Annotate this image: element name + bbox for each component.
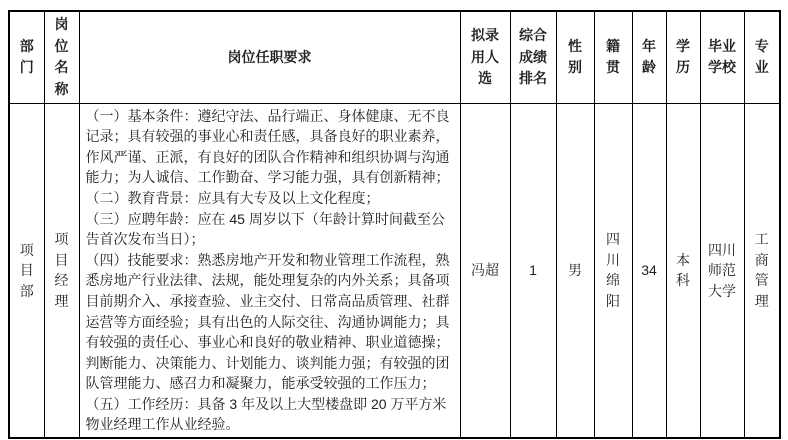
- cell-department: 项目部: [9, 103, 44, 438]
- requirement-application-age: （三）应聘年龄：应在 45 周岁以下（年龄计算时间截至公告首次发布当日）；: [85, 210, 445, 248]
- requirement-education-background: （二）教育背景：应具有大专及以上文化程度；: [85, 190, 380, 207]
- header-age: 年龄: [632, 11, 666, 103]
- header-job-requirements: 岗位任职要求: [79, 11, 460, 103]
- cell-graduate-school: 四川师范大学: [700, 103, 744, 438]
- cell-job-requirements: [79, 103, 460, 438]
- header-major: 专业: [744, 11, 780, 103]
- cell-proposed-candidate: 冯超: [460, 103, 510, 438]
- recruitment-table: [8, 10, 781, 439]
- cell-education: 本科: [666, 103, 700, 438]
- header-row: [9, 11, 780, 103]
- cell-native-place: 四川绵阳: [594, 103, 632, 438]
- cell-major: 工商管理: [744, 103, 780, 438]
- header-graduate-school: 毕业学校: [700, 11, 744, 103]
- requirement-work-experience: （五）工作经历：具备 3 年及以上大型楼盘即 20 万平方米物业经理工作从业经验。: [85, 395, 447, 433]
- header-native-place: 籍贯: [594, 11, 632, 103]
- cell-position-name: 项目经理: [44, 103, 79, 438]
- requirement-basic-conditions: （一）基本条件：遵纪守法、品行端正、身体健康、无不良记录；具有较强的事业心和责任感，具备良好的职业素养，作风严谨、正派，有良好的团队合作精神和组织协调与沟通能力；为人诚信、工作勤奋、学习能力强，具有创新精神；: [85, 107, 450, 186]
- cell-overall-score-rank: 1: [510, 103, 556, 438]
- header-overall-score-rank: 综合成绩排名: [510, 11, 556, 103]
- header-department: 部门: [9, 11, 44, 103]
- header-education: 学历: [666, 11, 700, 103]
- header-proposed-candidate: 拟录用人选: [460, 11, 510, 103]
- header-position-name: 岗位名称: [44, 11, 79, 103]
- table-row: [9, 103, 780, 438]
- cell-gender: 男: [556, 103, 594, 438]
- requirement-skills: （四）技能要求：熟悉房地产开发和物业管理工作流程，熟悉房地产行业法律、法规，能处理复杂的内外关系；具备项目前期介入、承接查验、业主交付、日常高品质管理、社群运营等方面经验；具有出色的人际交往、沟通协调能力；具有较强的责任心、事业心和良好的敬业精神、职业道德操；判断能力、决策能力、计划能力、谈判能力强；有较强的团队管理能力、感召力和凝聚力，能承受较强的工作压力；: [85, 251, 450, 392]
- header-gender: 性别: [556, 11, 594, 103]
- cell-age: 34: [632, 103, 666, 438]
